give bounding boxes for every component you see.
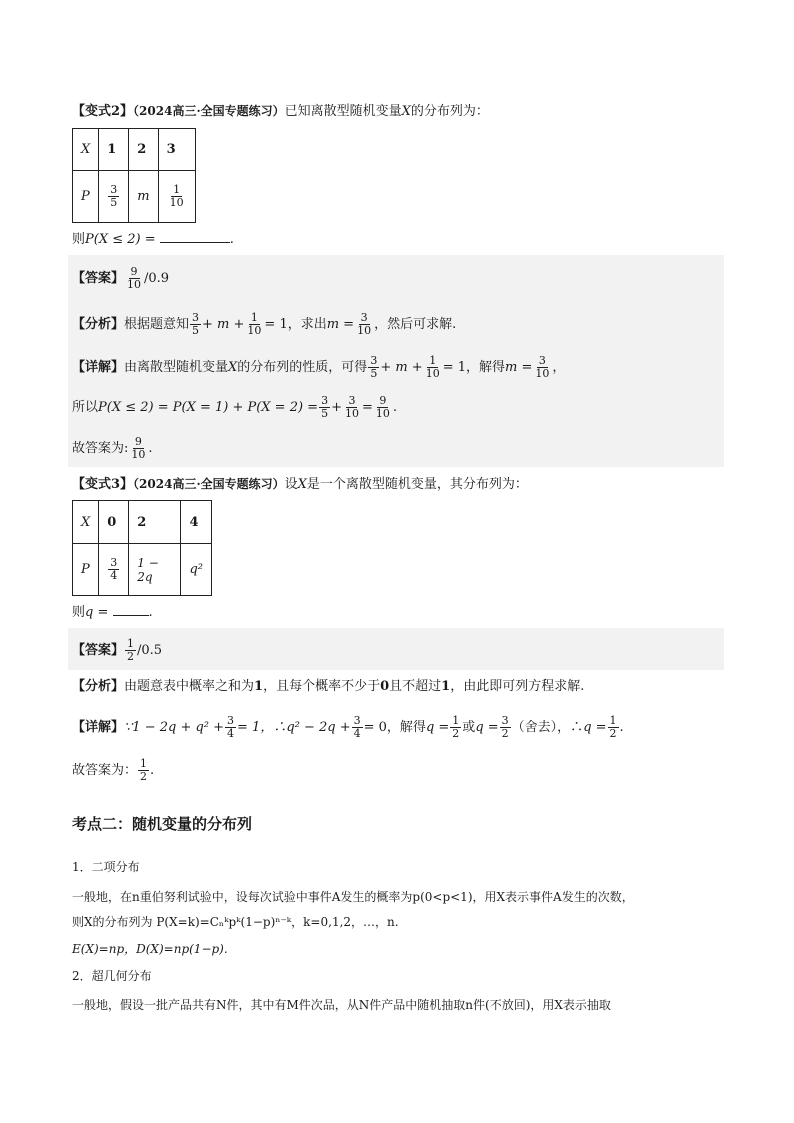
v3-analysis: 【分析】由题意表中概率之和为1，且每个概率不少于0且不超过1，由此即可列方程求解. [72, 679, 585, 694]
v2-answer-frac: $\frac{9}{10}$ [127, 265, 142, 291]
section-heading: 考点二：随机变量的分布列 [72, 815, 253, 833]
v3-table-p1: $\frac{3}{4}$ [99, 544, 129, 596]
v3-table-x3: 4 [181, 501, 212, 544]
section-1-para-1: 一般地，在n重伯努利试验中，设每次试验中事件A发生的概率为p(0<p<1)，用X表示事件A发生的次数， [72, 890, 634, 904]
v2-source: （2024高三·全国专题练习） [133, 104, 285, 118]
v2-question: 则P(X ≤ 2) = . [72, 232, 234, 247]
v2-detail: 【详解】由离散型随机变量X的分布列的性质，可得 $\frac{3}{5}$ + m + $\frac{1}{10}$ = 1，解得m = $\frac{3}{10}$ ， [72, 354, 566, 380]
v2-table-p1: $\frac{3}{5}$ [99, 171, 129, 223]
section-2-para-1: 一般地，假设一批产品共有N件，其中有M件次品，从N件产品中随机抽取n件(不放回)，用X表示抽取 [72, 998, 611, 1012]
v2-answer-alt: /0.9 [144, 271, 170, 286]
v3-tag: 【变式3】 [72, 477, 134, 492]
v3-table-p-label: P [73, 544, 99, 596]
v3-answer: 【答案】 $\frac{1}{2}$ /0.5 [72, 637, 163, 663]
v2-var: X [401, 104, 411, 119]
v3-table-x2: 2 [129, 501, 181, 544]
v2-distribution-table [72, 128, 196, 223]
v3-question-header: 【变式3】（2024高三·全国专题练习）设X是一个离散型随机变量，其分布列为： [72, 477, 528, 492]
v2-table-p3: $\frac{1}{10}$ [158, 171, 195, 223]
v2-answer-tag: 【答案】 [72, 271, 125, 286]
v2-table-x2: 2 [129, 129, 158, 171]
section-1-title: 1．二项分布 [72, 860, 140, 874]
v3-detail: 【详解】∵1 − 2q + q² + $\frac{3}{4}$ = 1，∴q² − 2q + $\frac{3}{4}$ = 0，解得q = $\frac{1}{2}$ 或q = $\frac{3}{2}$ （舍去），∴q = $\frac{1}{2}$ . [72, 714, 624, 740]
v2-question-expr: P(X ≤ 2) = [85, 232, 156, 247]
v2-table-p2: m [129, 171, 158, 223]
v3-final: 故答案为： $\frac{1}{2}$ . [72, 757, 155, 783]
v2-table-x-label: X [73, 129, 99, 171]
v3-question: 则q = . [72, 605, 153, 620]
v3-answer-box [68, 628, 724, 670]
v2-tag: 【变式2】 [72, 104, 134, 119]
v3-table-p3: q² [181, 544, 212, 596]
v2-detail-2: 所以P(X ≤ 2) = P(X = 1) + P(X = 2) = $\frac{3}{5}$ + $\frac{3}{10}$ = $\frac{9}{10}$ . [72, 394, 398, 420]
v3-source: （2024高三·全国专题练习） [133, 477, 285, 491]
v2-stem: 已知离散型随机变量 [284, 104, 402, 119]
v2-stem-end: 的分布列为： [410, 104, 489, 119]
v2-answer [72, 266, 169, 291]
v2-table-x1: 1 [99, 129, 129, 171]
v2-question-header [72, 101, 489, 122]
v2-table-p-label: P [73, 171, 99, 223]
v3-distribution-table [72, 500, 212, 596]
v2-final: 故答案为: $\frac{9}{10}$ . [72, 435, 153, 461]
section-1-para-3: E(X)=np，D(X)=np(1−p). [72, 942, 228, 956]
v3-table-x1: 0 [99, 501, 129, 544]
section-1-para-2: 则X的分布列为 P(X=k)=Cₙᵏpᵏ(1−p)ⁿ⁻ᵏ，k=0,1,2，…，n. [72, 915, 399, 929]
v2-analysis: 【分析】根据题意知 $\frac{3}{5}$ + m + $\frac{1}{10}$ = 1，求出m = $\frac{3}{10}$ ，然后可求解. [72, 311, 457, 337]
section-2-title: 2．超几何分布 [72, 969, 152, 983]
v3-table-x-label: X [73, 501, 99, 544]
v2-answer-blank [160, 242, 230, 243]
v3-table-p2: 1 − 2q [129, 544, 181, 596]
v3-answer-blank [113, 615, 149, 616]
v2-table-x3: 3 [158, 129, 195, 171]
